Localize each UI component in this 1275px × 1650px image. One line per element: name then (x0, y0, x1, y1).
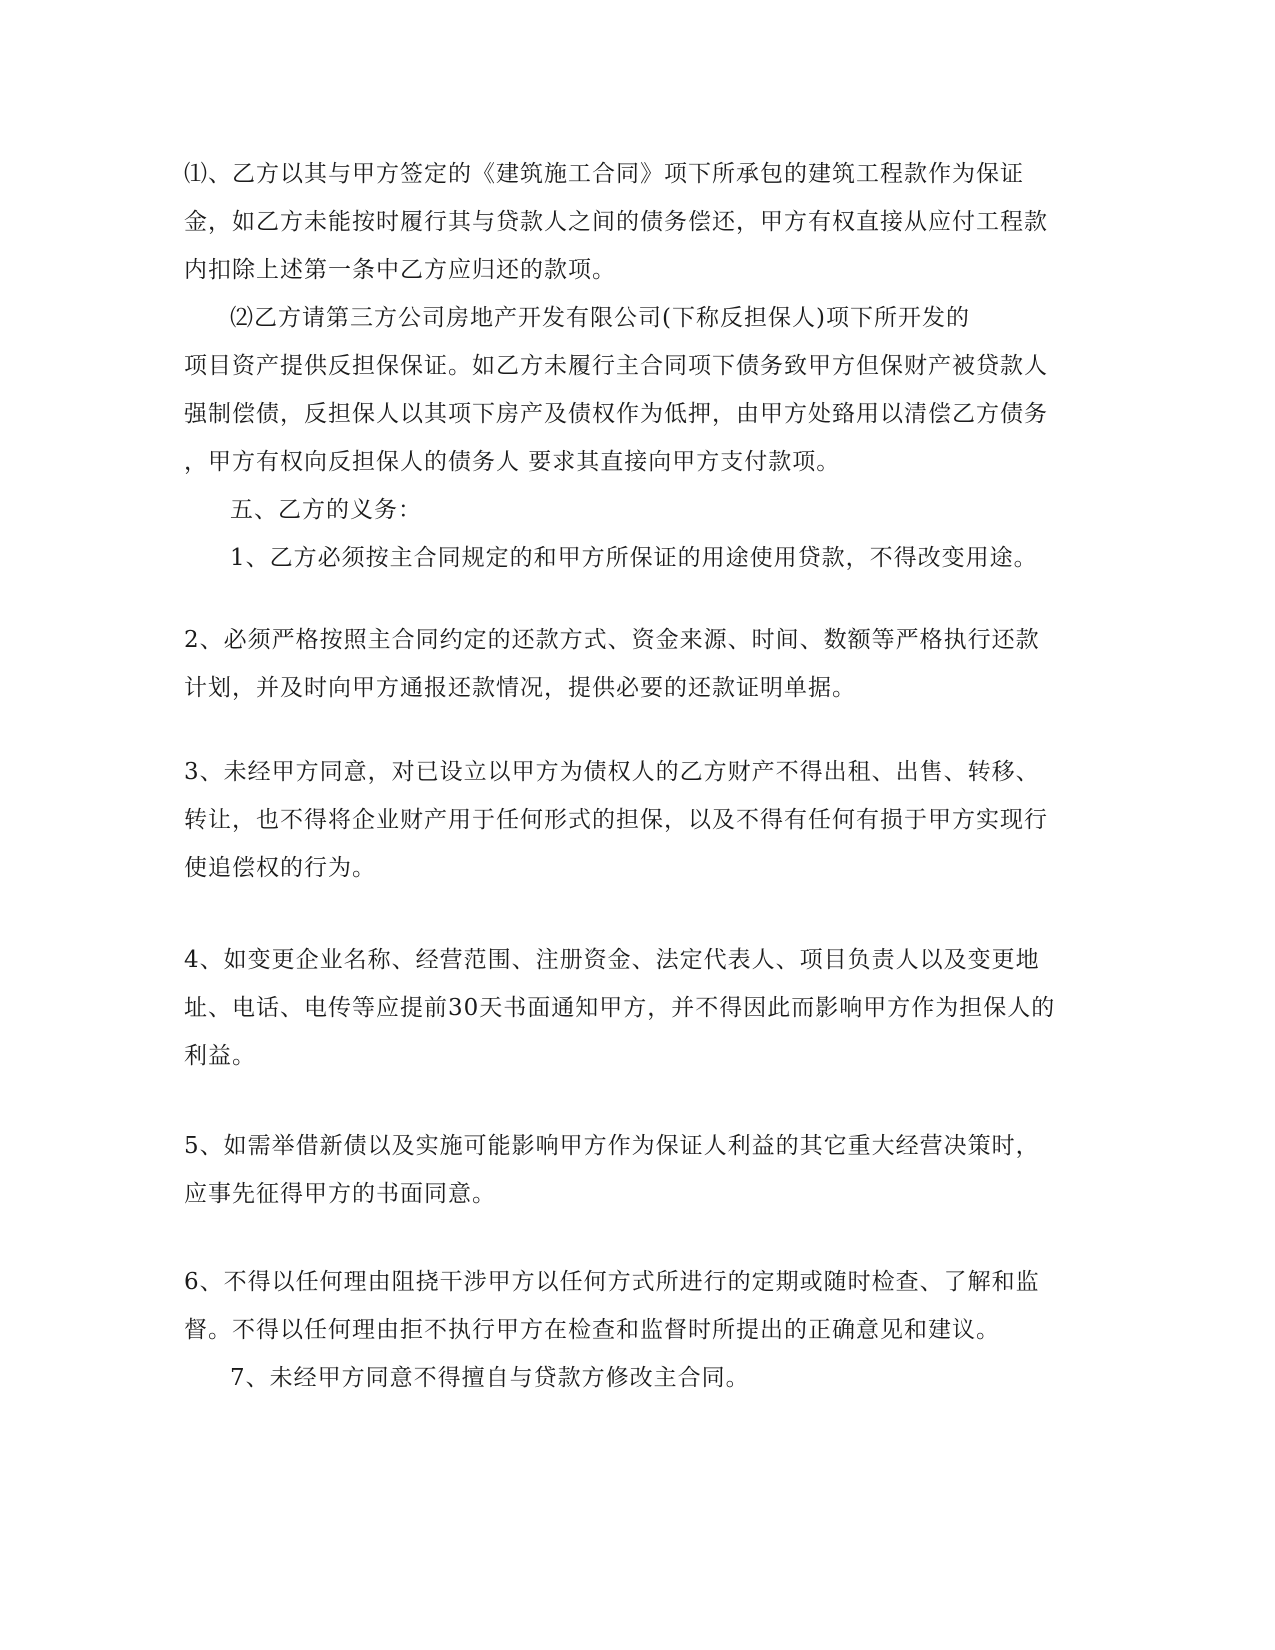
item-3-line-2: 转让，也不得将企业财产用于任何形式的担保，以及不得有任何有损于甲方实现行 (184, 807, 1048, 833)
item-2-line-1: 2、必须严格按照主合同约定的还款方式、资金来源、时间、数额等严格执行还款 (184, 627, 1040, 653)
item-2-line-2: 计划，并及时向甲方通报还款情况，提供必要的还款证明单据。 (184, 675, 856, 701)
item-7-line-1: 7、未经甲方同意不得擅自与贷款方修改主合同。 (230, 1365, 750, 1391)
item-4-line-1: 4、如变更企业名称、经营范围、注册资金、法定代表人、项目负责人以及变更地 (184, 947, 1040, 973)
item-3-line-1: 3、未经甲方同意，对已设立以甲方为债权人的乙方财产不得出租、出售、转移、 (184, 759, 1040, 785)
item-4-line-2: 址、电话、电传等应提前30天书面通知甲方，并不得因此而影响甲方作为担保人的 (184, 995, 1056, 1021)
clause-2-line-2: 项目资产提供反担保保证。如乙方未履行主合同项下债务致甲方但保财产被贷款人 (184, 353, 1048, 379)
section-heading: 五、乙方的义务： (230, 497, 422, 523)
item-6-line-1: 6、不得以任何理由阻挠干涉甲方以任何方式所进行的定期或随时检查、了解和监 (184, 1269, 1040, 1295)
clause-2-line-1: ⑵乙方请第三方公司房地产开发有限公司(下称反担保人)项下所开发的 (230, 305, 970, 331)
clause-1-line-2: 金，如乙方未能按时履行其与贷款人之间的债务偿还，甲方有权直接从应付工程款 (184, 209, 1048, 235)
clause-2-line-4: ，甲方有权向反担保人的债务人 要求其直接向甲方支付款项。 (184, 449, 841, 475)
item-5-line-1: 5、如需举借新债以及实施可能影响甲方作为保证人利益的其它重大经营决策时， (184, 1133, 1040, 1159)
item-4-line-3: 利益。 (184, 1043, 256, 1069)
clause-1-line-3: 内扣除上述第一条中乙方应归还的款项。 (184, 257, 616, 283)
clause-2-line-3: 强制偿债，反担保人以其项下房产及债权作为低押，由甲方处臵用以清偿乙方债务 (184, 401, 1048, 427)
item-1-line-1: 1、乙方必须按主合同规定的和甲方所保证的用途使用贷款，不得改变用途。 (230, 545, 1038, 571)
item-5-line-2: 应事先征得甲方的书面同意。 (184, 1181, 496, 1207)
item-3-line-3: 使追偿权的行为。 (184, 855, 376, 881)
clause-1-line-1: ⑴、乙方以其与甲方签定的《建筑施工合同》项下所承包的建筑工程款作为保证 (184, 161, 1024, 187)
item-6-line-2: 督。不得以任何理由拒不执行甲方在检查和监督时所提出的正确意见和建议。 (184, 1317, 1000, 1343)
